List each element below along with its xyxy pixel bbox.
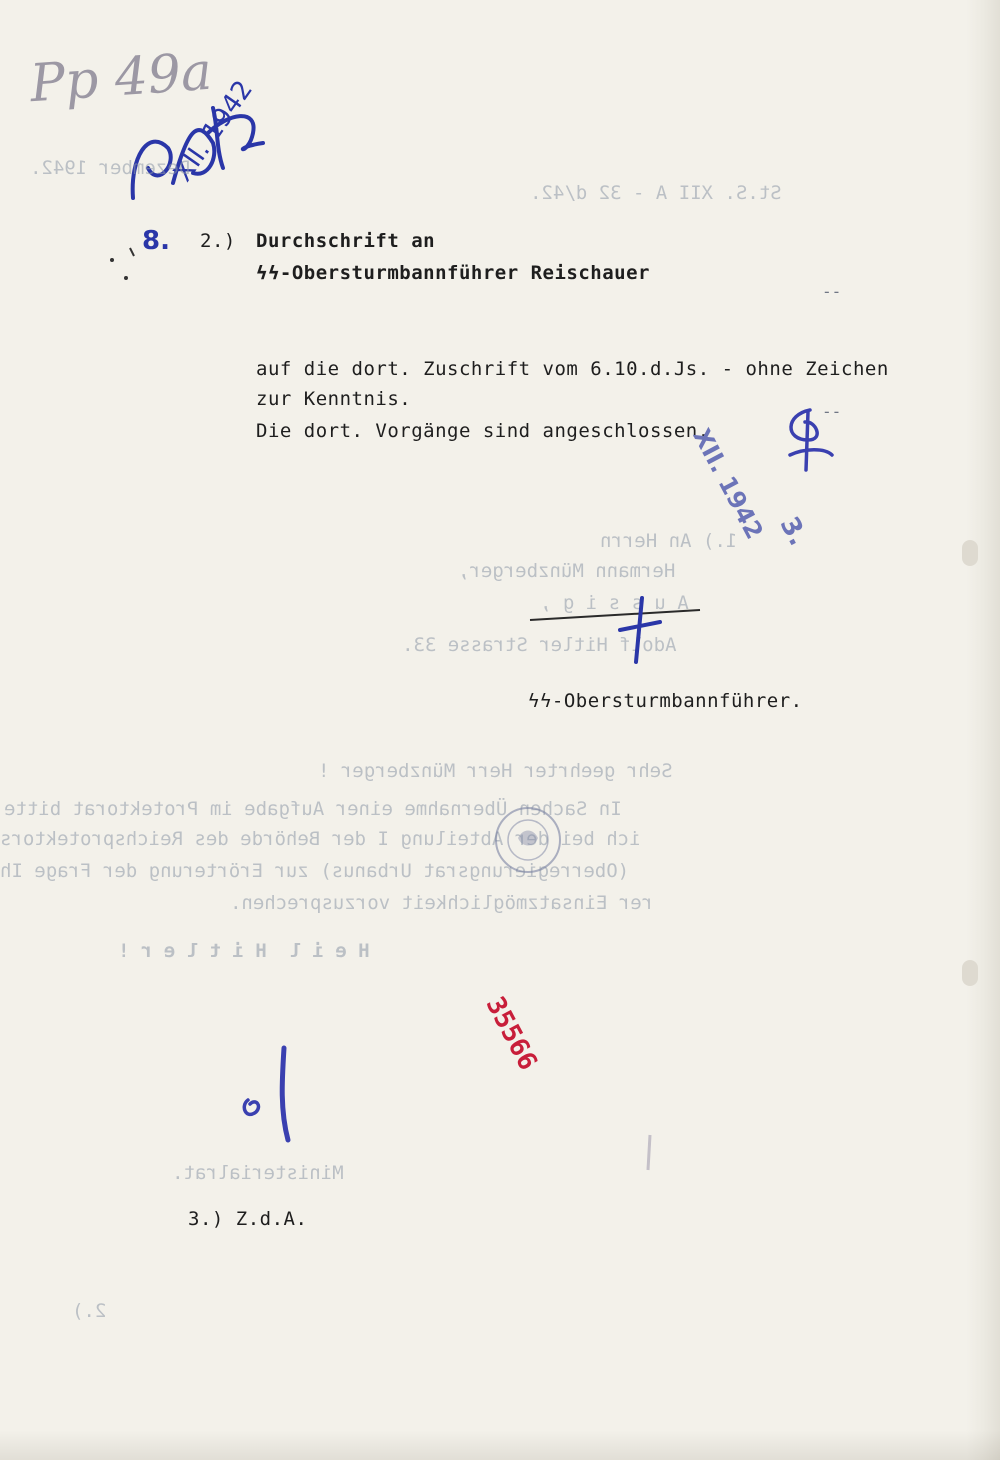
body-line-1: auf die dort. Zuschrift vom 6.10.d.Js. - ohne Zeichen [256,358,889,380]
bottom-shadow [0,1430,1000,1460]
ghost-salutation: Sehr geehrter Herr Münzberger ! [318,760,673,782]
ghost-date: Dezember 1942. [30,157,191,179]
dash-mark-1: -- [822,282,842,301]
rank-line: ϟϟ-Obersturmbannführer. [528,690,803,712]
ghost-reference: St.S. XII A - 32 d/42. [530,182,782,204]
body-line-3: Die dort. Vorgänge sind angeschlossen. [256,420,710,442]
ghost-address-line-2: Hermann Münzberger, [458,560,676,582]
section-2-number: 2.) [200,230,236,252]
page-marker: 2.) [72,1300,107,1322]
handwritten-signature [236,1040,326,1150]
ghost-letter-line-1: In Sachen Übernahme einer Aufgabe im Protektorat bitte [4,798,622,820]
pencil-reference: Pp 49a [28,41,214,115]
ghost-address-line-4: Adolf Hitler Strasse 33. [402,634,677,656]
ink-dots [104,242,144,292]
date-stamp-top-day: 8. [142,226,170,256]
section-2-heading: Durchschrift an [256,230,436,252]
handwritten-initial-right [770,400,840,480]
section-3: 3.) Z.d.A. [188,1208,308,1230]
ghost-address-line-1: 1.) An Herrn [600,530,738,552]
punch-hole-upper [962,540,978,566]
ghost-signature-title: Ministerialrat. [172,1162,344,1184]
faint-mark [640,1130,660,1180]
paper-edge [966,0,1000,1460]
round-seal-stamp [488,800,568,880]
ghost-closing: H e i l H i t l e r ! [118,940,370,962]
date-stamp-top-month: XII. 1942 [168,75,260,188]
date-stamp-right-day: 3. [773,512,814,551]
section-2-recipient: ϟϟ-Obersturmbannführer Reischauer [256,262,650,284]
ghost-letter-line-4: rer Einsatzmöglichkeit vorzusprechen. [230,892,654,914]
ghost-address-line-3: A u s s i g , [540,592,689,614]
red-number-stamp: 35566 [479,992,543,1076]
dash-mark-2: -- [822,402,842,421]
body-line-2: zur Kenntnis. [256,388,412,410]
handwritten-mark-address [520,590,720,670]
ghost-letter-line-3: (Oberregierungsrat Urbanus) zur Erörterung der Frage Ih [0,860,630,882]
ghost-letter-line-2: ich bei der Abteilung I der Behörde des Reichsprotektors [0,828,641,850]
date-stamp-right-month: XII. 1942 [687,424,769,544]
punch-hole-lower [962,960,978,986]
